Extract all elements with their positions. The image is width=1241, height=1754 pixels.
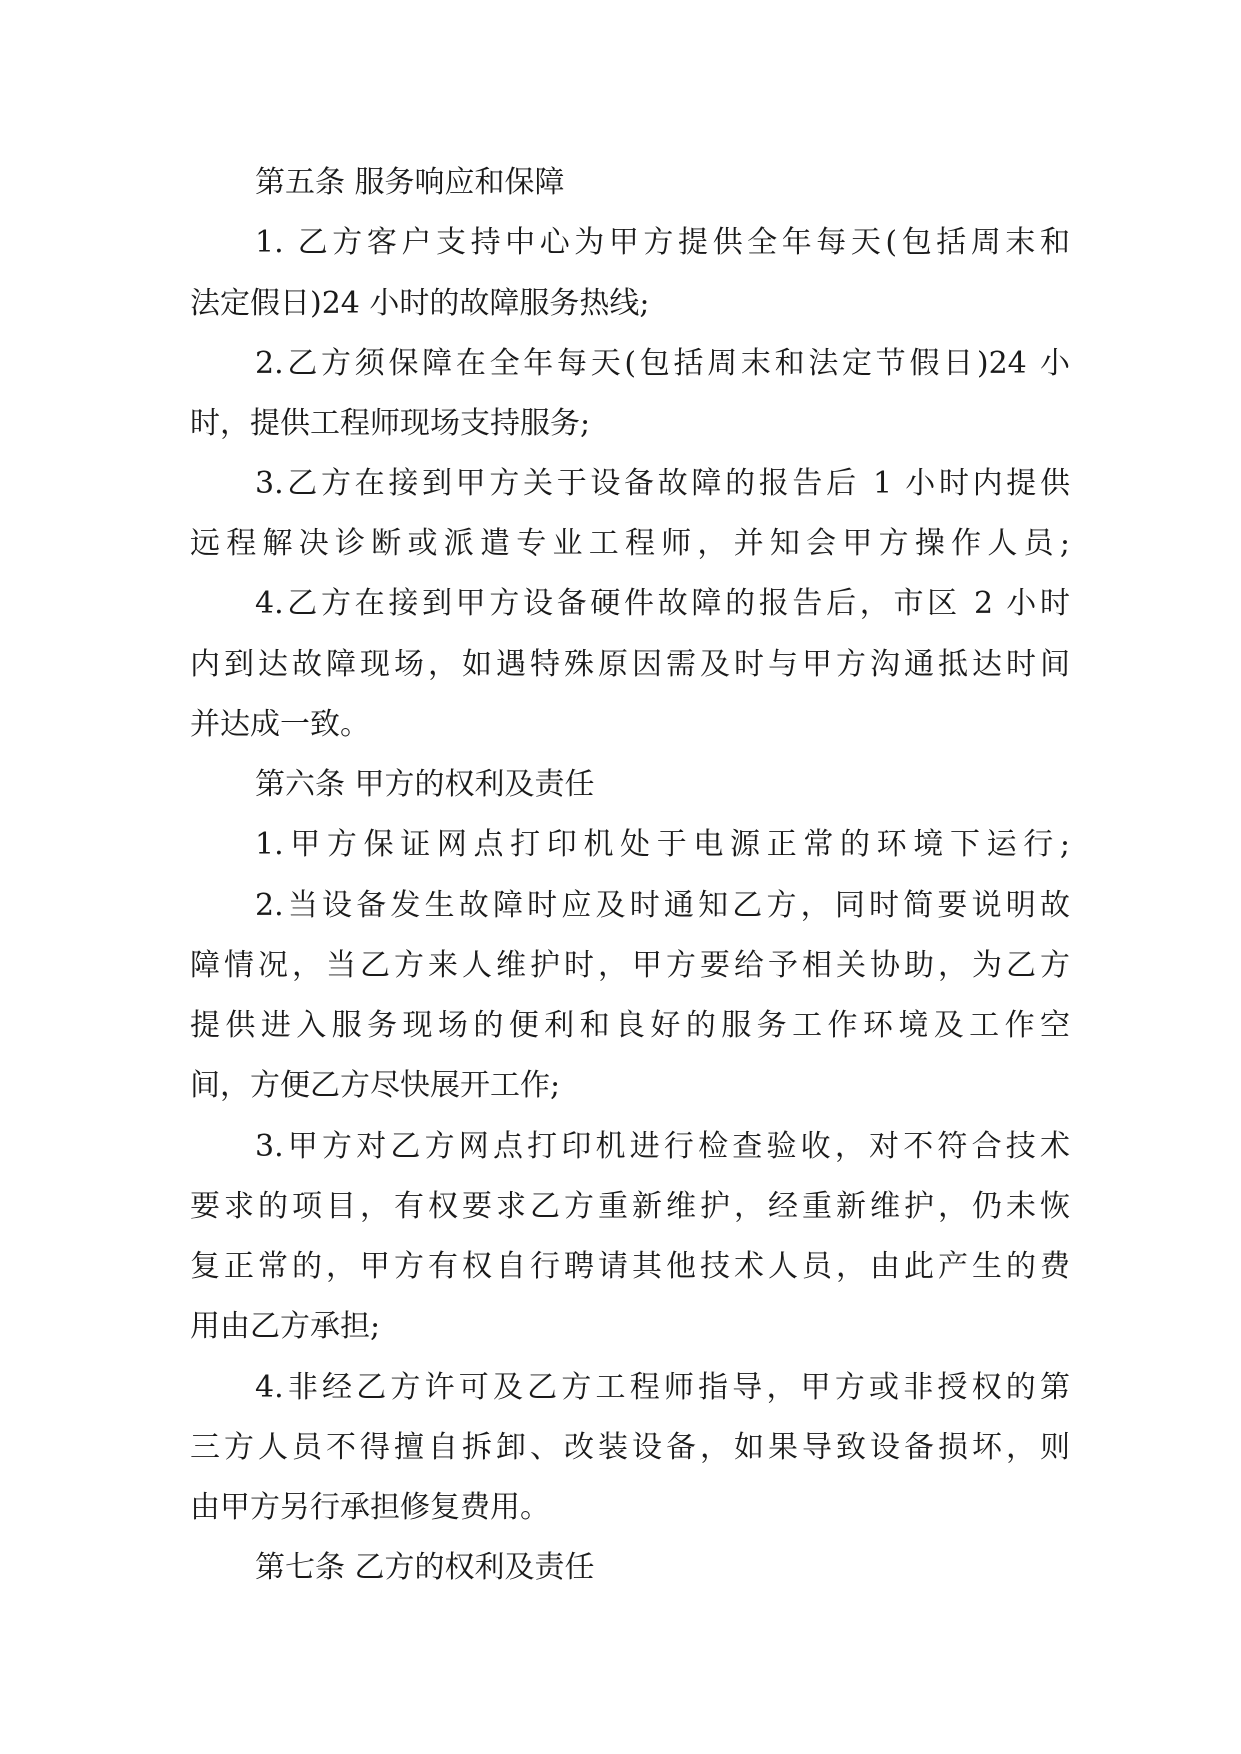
paragraph-line: 2.当设备发生故障时应及时通知乙方，同时简要说明故 [255,888,1070,923]
paragraph-line: 并达成一致。 [190,707,370,742]
section-7-heading: 第七条 乙方的权利及责任 [255,1550,595,1585]
paragraph-line: 3.乙方在接到甲方关于设备故障的报告后 1 小时内提供 [255,466,1070,501]
paragraph-line: 2.乙方须保障在全年每天(包括周末和法定节假日)24 小 [255,346,1070,381]
section-5-heading: 第五条 服务响应和保障 [255,165,565,200]
paragraph-line: 远程解决诊断或派遣专业工程师，并知会甲方操作人员; [190,526,1070,561]
paragraph-line: 由甲方另行承担修复费用。 [190,1490,550,1525]
paragraph-line: 1.甲方保证网点打印机处于电源正常的环境下运行; [255,827,1070,862]
paragraph-line: 三方人员不得擅自拆卸、改装设备，如果导致设备损坏，则 [190,1430,1070,1465]
paragraph-line: 4.乙方在接到甲方设备硬件故障的报告后，市区 2 小时 [255,586,1070,621]
paragraph-line: 1. 乙方客户支持中心为甲方提供全年每天(包括周末和 [255,225,1070,260]
paragraph-line: 时，提供工程师现场支持服务; [190,406,591,441]
paragraph-line: 4.非经乙方许可及乙方工程师指导，甲方或非授权的第 [255,1370,1070,1405]
paragraph-line: 障情况，当乙方来人维护时，甲方要给予相关协助，为乙方 [190,948,1070,983]
paragraph-line: 要求的项目，有权要求乙方重新维护，经重新维护，仍未恢 [190,1189,1070,1224]
paragraph-line: 3.甲方对乙方网点打印机进行检查验收，对不符合技术 [255,1129,1070,1164]
paragraph-line: 用由乙方承担; [190,1309,381,1344]
paragraph-line: 间，方便乙方尽快展开工作; [190,1068,561,1103]
paragraph-line: 提供进入服务现场的便利和良好的服务工作环境及工作空 [190,1008,1070,1043]
paragraph-line: 法定假日)24 小时的故障服务热线; [190,286,650,321]
paragraph-line: 内到达故障现场，如遇特殊原因需及时与甲方沟通抵达时间 [190,647,1070,682]
section-6-heading: 第六条 甲方的权利及责任 [255,767,595,802]
paragraph-line: 复正常的，甲方有权自行聘请其他技术人员，由此产生的费 [190,1249,1070,1284]
